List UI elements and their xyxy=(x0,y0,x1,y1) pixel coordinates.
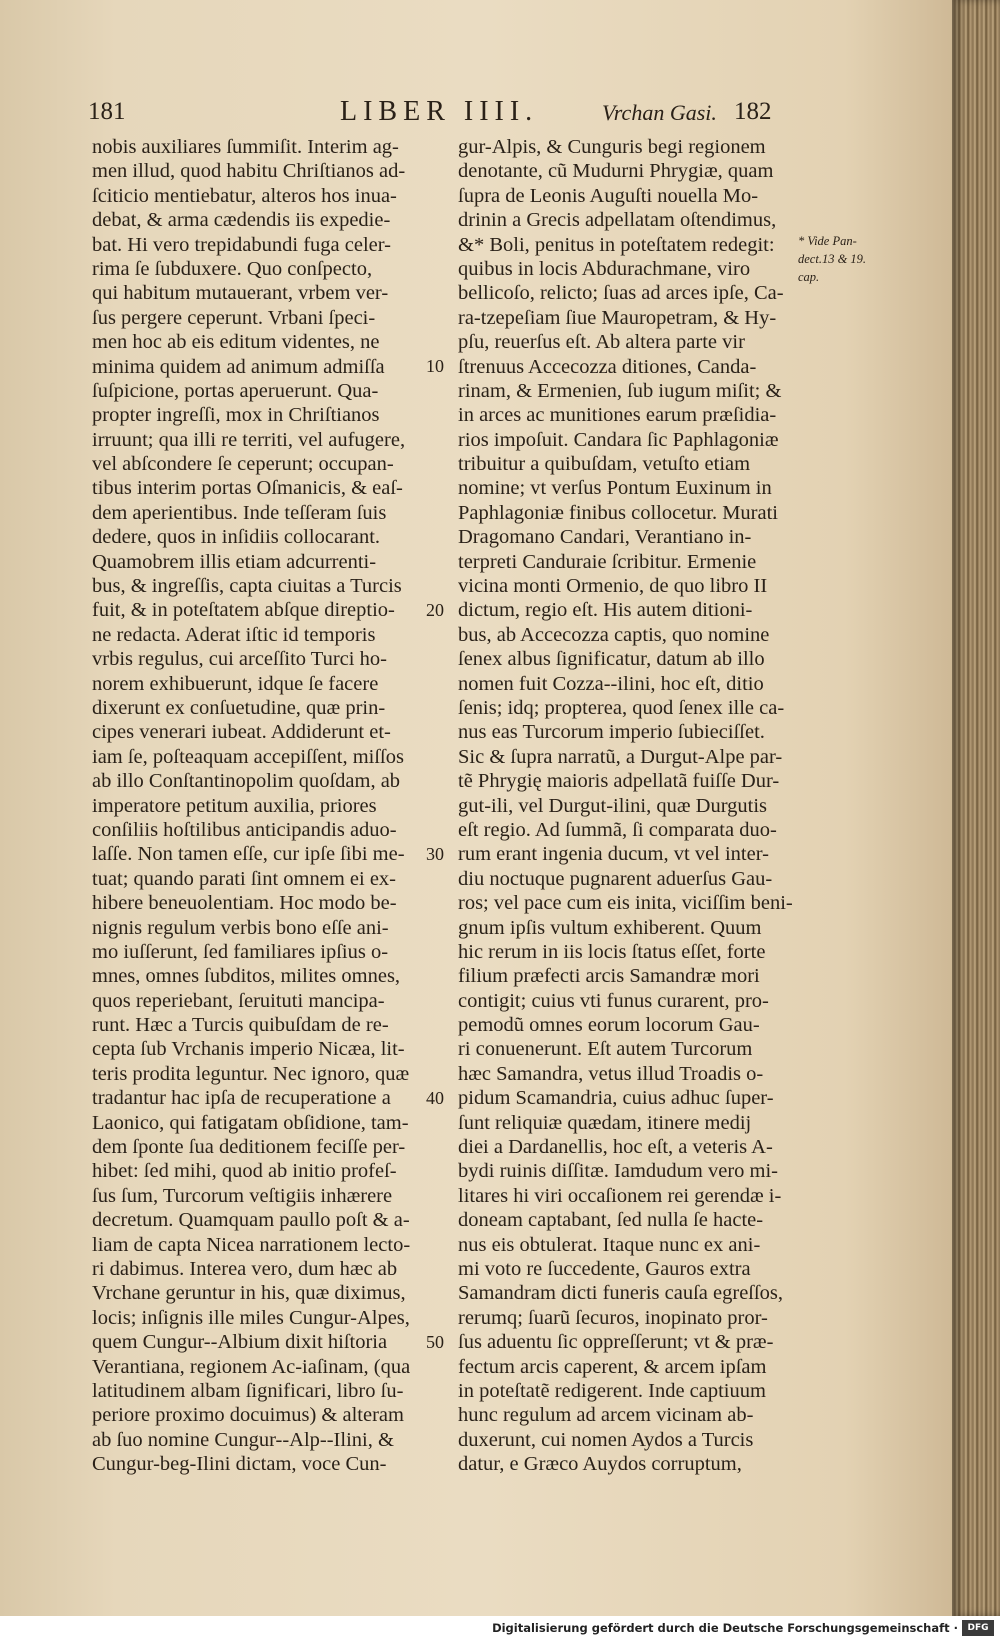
text-line-right: eſt regio. Ad ſummã, ſi comparata duo- xyxy=(458,818,777,841)
text-line-right: ſunt reliquiæ quædam, itinere medij xyxy=(458,1111,752,1134)
line-number: 40 xyxy=(426,1087,444,1108)
text-line-left: periore proximo docuimus) & alteram xyxy=(92,1404,404,1427)
text-line-right: diu noctuque pugnarent aduerſus Gau- xyxy=(458,867,773,890)
text-line-left: cepta ſub Vrchanis imperio Nicæa, lit- xyxy=(92,1038,405,1061)
text-line-left: quos reperiebant, ſeruituti mancipa- xyxy=(92,989,385,1012)
text-line-left: dedere, quos in inſidiis collocarant. xyxy=(92,526,381,549)
text-line-right: ros; vel pace cum eis inita, viciſſim beni- xyxy=(458,892,793,915)
text-line-right: nus eis obtulerat. Itaque nunc ex ani- xyxy=(458,1233,761,1256)
text-line-left: dem ſponte ſua deditionem feciſſe per- xyxy=(92,1136,406,1159)
text-line-right: ſenis; idq; propterea, quod ſenex ille ca- xyxy=(458,696,785,719)
text-line-right: hæc Samandra, vetus illud Troadis o- xyxy=(458,1062,764,1085)
text-line-right: nomine; vt verſus Pontum Euxinum in xyxy=(458,477,772,500)
text-line-right: ri conuenerunt. Eſt autem Turcorum xyxy=(458,1038,753,1061)
footer-credit: Digitalisierung gefördert durch die Deutsche Forschungsgemeinschaft · xyxy=(492,1621,958,1635)
running-head: LIBER IIII. xyxy=(340,96,539,127)
text-line-left: dem aperientibus. Inde teſſeram ſuis xyxy=(92,501,387,524)
text-line-left: ſus pergere ceperunt. Vrbani ſpeci- xyxy=(92,306,376,329)
folio-number-right: 182 xyxy=(734,98,772,125)
text-line-right: drinin a Grecis adpellatam oſtendimus, xyxy=(458,209,777,232)
text-line-left: cipes venerari iubeat. Addiderunt et- xyxy=(92,721,391,744)
book-page-edges xyxy=(952,0,1000,1616)
text-line-left: ſus ſum, Turcorum veſtigiis inhærere xyxy=(92,1184,393,1207)
text-line-right: ra-tzepeſiam ſiue Mauropetram, & Hy- xyxy=(458,306,777,329)
digitization-footer xyxy=(0,1616,1000,1642)
text-line-left: propter ingreſſi, mox in Chriſtianos xyxy=(92,404,380,427)
text-line-left: Verantiana, regionem Ac-iaſinam, (qua xyxy=(92,1355,411,1378)
text-line-left: fuit, & in poteſtatem abſque direptio- xyxy=(92,599,395,622)
text-line-right: bydi ruinis diſſitæ. Iamdudum vero mi- xyxy=(458,1160,779,1183)
text-line-right: quibus in locis Abdurachmane, viro xyxy=(458,257,751,280)
text-line-left: Cungur-beg-Ilini dictam, voce Cun- xyxy=(92,1453,387,1476)
dfg-logo: DFG xyxy=(962,1620,994,1636)
text-line-right: &* Boli, penitus in poteſtatem redegit: xyxy=(458,233,775,256)
text-line-left: locis; inſignis ille miles Cungur-Alpes, xyxy=(92,1306,410,1329)
text-line-right: doneam captabant, ſed nulla ſe hacte- xyxy=(458,1209,764,1232)
text-line-right: contigit; cuius vti funus curarent, pro- xyxy=(458,989,769,1012)
text-line-left: tradantur hac ipſa de recuperatione a xyxy=(92,1087,391,1110)
text-line-right: mi voto re ſuccedente, Gauros extra xyxy=(458,1257,751,1280)
text-line-left: ſciticio mentiebatur, alteros hos inua- xyxy=(92,184,397,207)
text-line-left: qui habitum mutauerant, vrbem ver- xyxy=(92,282,389,305)
text-line-right: tẽ Phrygię maioris adpellatã fuiſſe Dur- xyxy=(458,770,780,793)
text-line-left: ne redacta. Aderat iſtic id temporis xyxy=(92,623,376,646)
text-line-left: latitudinem albam ſignificari, libro ſu- xyxy=(92,1379,404,1402)
text-line-left: iam ſe, poſteaquam accepiſſent, miſſos xyxy=(92,745,404,768)
text-line-left: imperatore petitum auxilia, priores xyxy=(92,794,377,817)
text-line-right: rum erant ingenia ducum, vt vel inter- xyxy=(458,843,769,866)
text-line-left: conſiliis hoſtilibus anticipandis aduo- xyxy=(92,818,397,841)
text-line-right: vicina monti Ormenio, de quo libro II xyxy=(458,575,768,598)
text-column-left xyxy=(92,135,422,1476)
text-line-left: bus, & ingreſſis, capta ciuitas a Turcis xyxy=(92,575,402,598)
text-line-right: ſus aduentu ſic oppreſſerunt; vt & præ- xyxy=(458,1331,774,1354)
text-line-left: ſuſpicione, portas aperuerunt. Qua- xyxy=(92,379,379,402)
text-line-left: laſſe. Non tamen eſſe, cur ipſe ſibi me- xyxy=(92,843,405,866)
text-line-right: gut-ili, vel Durgut-ilini, quæ Durgutis xyxy=(458,794,768,817)
text-line-right: Samandram dicti funeris cauſa egreſſos, xyxy=(458,1282,784,1305)
text-line-left: norem exhibuerunt, idque ſe facere xyxy=(92,672,379,695)
text-line-right: Dragomano Candari, Verantiano in- xyxy=(458,526,752,549)
text-line-right: terpreti Canduraie ſcribitur. Ermenie xyxy=(458,550,757,573)
text-line-left: Vrchane geruntur in his, quæ diximus, xyxy=(92,1282,406,1305)
text-line-right: filium præfecti arcis Samandræ mori xyxy=(458,965,760,988)
text-line-left: hibet: ſed mihi, quod ab initio profeſ- xyxy=(92,1160,397,1183)
marginal-note-line: cap. xyxy=(798,270,820,284)
text-line-right: gnum ipſis vultum exhiberent. Quum xyxy=(458,916,762,939)
text-line-right: in arces ac munitiones earum præſidia- xyxy=(458,404,777,427)
text-line-right: bus, ab Accecozza captis, quo nomine xyxy=(458,623,770,646)
line-number: 20 xyxy=(426,599,444,620)
text-line-left: mo iuſſerunt, ſed familiares ipſius o- xyxy=(92,940,389,963)
line-number: 30 xyxy=(426,843,444,864)
text-line-right: denotante, cũ Mudurni Phrygiæ, quam xyxy=(458,160,774,183)
text-line-left: vrbis regulus, cui arceſſito Turci ho- xyxy=(92,648,387,671)
text-line-left: dixerunt ex conſuetudine, quæ prin- xyxy=(92,696,386,719)
text-line-left: tuat; quando parati ſint omnem ei ex- xyxy=(92,867,396,890)
text-line-left: nignis regulum verbis bono eſſe ani- xyxy=(92,916,389,939)
text-line-left: Quamobrem illis etiam adcurrenti- xyxy=(92,550,377,573)
text-line-right: litares hi viri occaſionem rei gerendæ i- xyxy=(458,1184,782,1207)
text-line-left: debat, & arma cædendis iis expedie- xyxy=(92,209,391,232)
text-line-right: rios impoſuit. Candara ſic Paphlagoniæ xyxy=(458,428,779,451)
text-line-left: ab ſuo nomine Cungur--Alp--Ilini, & xyxy=(92,1428,394,1451)
text-line-right: nus eas Turcorum imperio ſubieciſſet. xyxy=(458,721,765,744)
text-line-left: rima ſe ſubduxere. Quo conſpecto, xyxy=(92,257,373,280)
marginal-note-line: * Vide Pan- xyxy=(798,234,857,248)
text-line-left: ri dabimus. Interea vero, dum hæc ab xyxy=(92,1257,398,1280)
text-line-left: ab illo Conſtantinopolim quoſdam, ab xyxy=(92,770,401,793)
text-line-right: Paphlagoniæ finibus collocetur. Murati xyxy=(458,501,778,524)
text-line-right: pidum Scamandria, cuius adhuc ſuper- xyxy=(458,1087,774,1110)
text-line-right: nomen fuit Cozza--ilini, hoc eſt, ditio xyxy=(458,672,764,695)
text-line-left: men illud, quod habitu Chriſtianos ad- xyxy=(92,160,406,183)
text-line-right: datur, e Græco Auydos corruptum, xyxy=(458,1453,742,1476)
text-line-right: gur-Alpis, & Cunguris begi regionem xyxy=(458,136,766,158)
text-line-left: hibere beneuolentiam. Hoc modo be- xyxy=(92,892,397,915)
text-line-right: pſu, reuerſus eſt. Ab altera parte vir xyxy=(458,331,745,354)
text-line-left: quem Cungur--Albium dixit hiſtoria xyxy=(92,1331,388,1354)
text-line-right: diei a Dardanellis, hoc eſt, a veteris A- xyxy=(458,1136,773,1159)
text-line-left: teris prodita leguntur. Nec ignoro, quæ xyxy=(92,1062,410,1085)
text-line-right: ſupra de Leonis Auguſti nouella Mo- xyxy=(458,184,759,207)
text-line-left: minima quidem ad animum admiſſa xyxy=(92,355,385,378)
text-line-right: rerumq; ſuarũ ſecuros, inopinato pror- xyxy=(458,1306,768,1329)
text-line-left: irruunt; qua illi re territi, vel aufugere, xyxy=(92,428,406,451)
text-line-left: vel abſcondere ſe ceperunt; occupan- xyxy=(92,453,394,476)
text-line-left: decretum. Quamquam paullo poſt & a- xyxy=(92,1209,410,1232)
running-title: Vrchan Gasi. xyxy=(602,100,717,125)
text-line-right: fectum arcis caperent, & arcem ipſam xyxy=(458,1355,767,1378)
text-line-right: pemodũ omnes eorum locorum Gau- xyxy=(458,1014,760,1037)
text-line-left: men hoc ab eis editum videntes, ne xyxy=(92,331,380,354)
text-line-right: Sic & ſupra narratũ, a Durgut-Alpe par- xyxy=(458,745,783,768)
text-line-left: Laonico, qui fatigatam obſidione, tam- xyxy=(92,1111,409,1134)
text-line-right: rinam, & Ermenien, ſub iugum miſit; & xyxy=(458,379,782,402)
text-line-right: bellicoſo, relicto; ſuas ad arces ipſe, Ca- xyxy=(458,282,784,305)
text-line-right: hic rerum in iis locis ſtatus eſſet, forte xyxy=(458,940,766,963)
text-line-right: hunc regulum ad arcem vicinam ab- xyxy=(458,1404,754,1427)
text-line-right: in poteſtatẽ redigerent. Inde captiuum xyxy=(458,1379,766,1402)
folio-number-left: 181 xyxy=(88,98,126,125)
line-number: 10 xyxy=(426,355,444,376)
text-line-right: duxerunt, cui nomen Aydos a Turcis xyxy=(458,1428,754,1451)
text-line-right: ſenex albus ſignificatur, datum ab illo xyxy=(458,648,765,671)
text-column-right xyxy=(458,135,796,1476)
line-number: 50 xyxy=(426,1331,444,1352)
text-line-left: nobis auxiliares ſummiſit. Interim ag- xyxy=(92,136,399,158)
marginal-note-line: dect.13 & 19. xyxy=(798,252,867,266)
text-line-right: dictum, regio eſt. His autem ditioni- xyxy=(458,599,753,622)
text-line-left: liam de capta Nicea narrationem lecto- xyxy=(92,1233,411,1256)
marginal-note xyxy=(798,232,873,286)
text-line-right: ſtrenuus Accecozza ditiones, Canda- xyxy=(458,355,757,378)
text-line-left: runt. Hæc a Turcis quibuſdam de re- xyxy=(92,1014,389,1037)
text-line-left: tibus interim portas Oſmanicis, & eaſ- xyxy=(92,477,403,500)
text-line-left: mnes, omnes ſubditos, milites omnes, xyxy=(92,965,401,988)
text-line-right: tribuitur a quibuſdam, vetuſto etiam xyxy=(458,453,751,476)
text-line-left: bat. Hi vero trepidabundi fuga celer- xyxy=(92,233,391,256)
